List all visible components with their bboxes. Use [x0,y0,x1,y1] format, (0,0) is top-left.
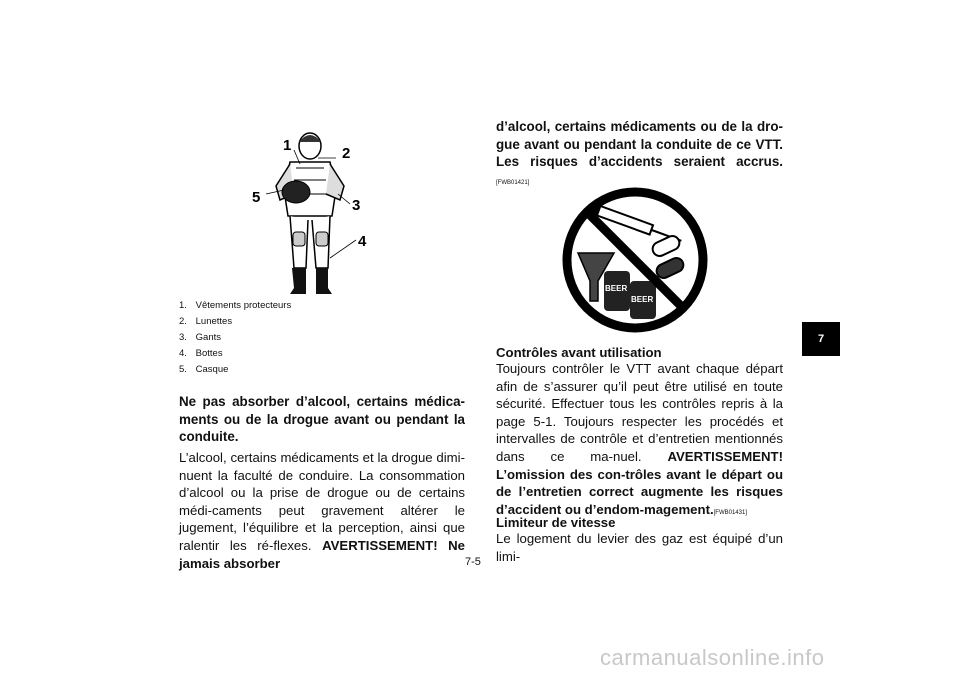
controls-warning: AVERTISSEMENT! L’omission des con-trôles avant le départ ou de l’entretien correct augmente les risques d’accident ou d’endom-magement. [496,448,783,517]
page-number: 7-5 [465,556,481,568]
alcohol-heading: Ne pas absorber d’alcool, certains médica-ments ou de la drogue avant ou pendant la conduite. [179,394,465,445]
legend-item: 4. Bottes [179,348,223,359]
protective-gear-figure [238,128,378,298]
warning-code: [FWB01421] [496,179,530,186]
beer-can-label: BEER [605,284,628,293]
legend-item: 5. Casque [179,364,229,375]
callout-3: 3 [352,197,361,214]
beer-can-label: BEER [631,295,654,304]
limiter-section [496,515,783,565]
legend-item: 1. Vêtements protecteurs [179,300,292,311]
limiter-body: Le logement du levier des gaz est équipé d’un limi- [496,531,783,564]
figure-legend [179,298,379,378]
callout-5: 5 [252,189,261,206]
no-alcohol-drugs-pictogram [560,185,710,335]
legend-item: 2. Lunettes [179,316,233,327]
legend-item: 3. Gants [179,332,221,343]
controls-body: Toujours contrôler le VTT avant chaque départ afin de s’assurer qu’il peut être utilisé en toute sécurité. Effectuer tous les contrôles repris à la page 5-1. Toujours respecter les procédés et intervalles de contrôle et d’entretien mentionnés dans ce ma-nuel. AVERTISSEMENT! L’omission des con-trôles avant le départ ou de l’entretien correct augmente les risques d’accident ou d’endom-magement.[FWB01431] [496,361,783,517]
warning-code: [FWB01431] [713,509,747,516]
controls-title: Contrôles avant utilisation [496,345,662,360]
alcohol-warning: AVERTISSEMENT! Ne jamais absorber [179,537,465,571]
watermark: carmanualsonline.info [600,645,825,670]
controls-section [496,345,783,522]
alcohol-warning-continued: d’alcool, certains médicaments ou de la dro-gue avant ou pendant la conduite de ce VTT. Les risques d’accidents seraient accrus.[FWB01421] [496,119,783,186]
callout-1: 1 [283,137,292,154]
chapter-tab: 7 [802,322,840,356]
limiter-title: Limiteur de vitesse [496,515,616,530]
alcohol-body: L’alcool, certains médicaments et la drogue dimi-nuent la faculté de conduire. La consommation d’alcool ou la prise de drogue ou de certains médi-caments peut gravement altérer le jugement, l’équilibre et la perception, ainsi que ralentir les ré-flexes. AVERTISSEMENT! Ne jamais absorber [179,450,465,571]
callout-4: 4 [358,233,367,250]
callout-2: 2 [342,145,351,162]
